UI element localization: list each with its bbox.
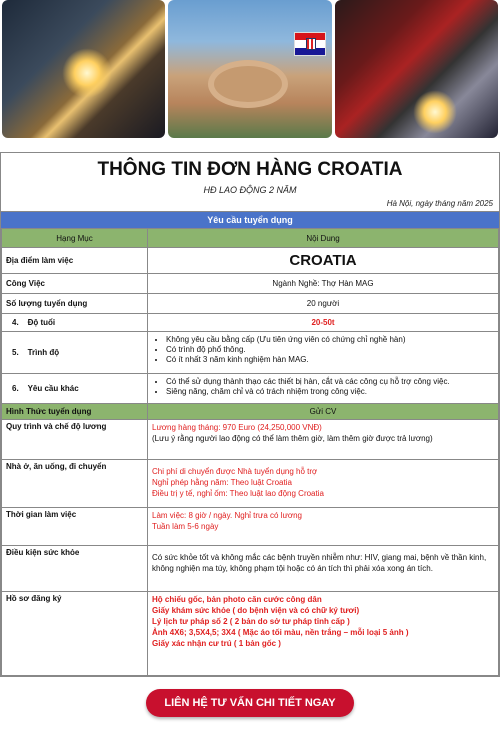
column-header-content: Nội Dung xyxy=(148,229,499,248)
living-cell xyxy=(148,460,499,508)
arena-shape xyxy=(208,60,288,108)
table-row xyxy=(2,460,499,508)
table-row xyxy=(2,508,499,546)
document-item: Lý lịch tư pháp số 2 ( 2 bản do sở tư pháp tỉnh cấp ) xyxy=(152,617,350,626)
document-item: Hộ chiếu gốc, bản photo căn cước công dân xyxy=(152,595,322,604)
contract-subtitle: HĐ LAO ĐỘNG 2 NĂM xyxy=(203,185,297,195)
hours-line: Tuần làm 5-6 ngày xyxy=(152,522,219,531)
table-row xyxy=(2,332,499,374)
other-requirements-cell xyxy=(148,374,499,404)
table-row xyxy=(2,274,499,294)
table-row xyxy=(2,374,499,404)
row-label: Hình Thức tuyển dụng xyxy=(2,404,148,420)
row-label: 6. Yêu cầu khác xyxy=(2,374,148,404)
row-label: Công Việc xyxy=(2,274,148,294)
hours-line: Làm việc: 8 giờ / ngày. Nghỉ trưa có lương xyxy=(152,511,303,520)
job-order-document xyxy=(0,152,500,677)
documents-cell xyxy=(148,592,499,676)
list-item: • Có trình độ phổ thông. xyxy=(166,345,494,354)
row-label: 4. Độ tuổi xyxy=(2,314,148,332)
salary-note: (Lưu ý rằng người lao động có thể làm thêm giờ, làm thêm giờ được trả lương) xyxy=(152,434,433,443)
location-value: CROATIA xyxy=(148,248,499,274)
list-item: • Siêng năng, chăm chỉ và có trách nhiệm trong công việc. xyxy=(166,387,494,396)
age-value: 20-50t xyxy=(148,314,499,332)
welding-machine-photo xyxy=(335,0,498,138)
hours-cell xyxy=(148,508,499,546)
table-row xyxy=(2,546,499,592)
welding-spark xyxy=(413,90,457,134)
welding-photo xyxy=(2,0,165,138)
list-item: • Có ít nhất 3 năm kinh nghiệm hàn MAG. xyxy=(166,355,494,364)
education-list xyxy=(152,335,494,364)
header-photos xyxy=(0,0,500,140)
date-line: Hà Nội, ngày tháng năm 2025 xyxy=(386,199,493,208)
table-row xyxy=(2,248,499,274)
welding-spark xyxy=(62,48,112,98)
list-item: • Không yêu cầu bằng cấp (Ưu tiên ứng viên có chứng chỉ nghề hàn) xyxy=(166,335,494,344)
table-header-row xyxy=(2,229,499,248)
requirements-banner: Yêu cầu tuyển dụng xyxy=(1,211,499,228)
row-label: Thời gian làm việc xyxy=(2,508,148,546)
education-list-cell xyxy=(148,332,499,374)
other-requirements-list xyxy=(152,377,494,396)
row-label: Hồ sơ đăng ký xyxy=(2,592,148,676)
living-line: Nghỉ phép hằng năm: Theo luật Croatia xyxy=(152,478,292,487)
row-label: Điều kiện sức khỏe xyxy=(2,546,148,592)
living-line: Chi phí di chuyển được Nhà tuyển dụng hỗ trợ xyxy=(152,467,318,476)
row-label: Nhà ở, ăn uống, đi chuyển xyxy=(2,460,148,508)
row-label: Số lượng tuyển dụng xyxy=(2,294,148,314)
salary-cell xyxy=(148,420,499,460)
salary-amount: Lương hàng tháng: 970 Euro (24,250,000 VNĐ) xyxy=(152,423,322,432)
column-header-category: Hạng Mục xyxy=(2,229,148,248)
quantity-value: 20 người xyxy=(148,294,499,314)
list-item: • Có thể sử dụng thành thạo các thiết bị hàn, cắt và các công cụ hỗ trợ công việc. xyxy=(166,377,494,386)
row-label: Địa điểm làm việc xyxy=(2,248,148,274)
table-row xyxy=(2,420,499,460)
recruit-form-value: Gửi CV xyxy=(148,404,499,420)
croatia-flag-icon xyxy=(294,32,326,56)
croatia-city-photo xyxy=(168,0,331,138)
requirements-table xyxy=(1,228,499,676)
row-label: Quy trình và chế độ lương xyxy=(2,420,148,460)
document-item: Giấy xác nhận cư trú ( 1 bản gốc ) xyxy=(152,639,281,648)
document-item: Ảnh 4X6; 3,5X4,5; 3X4 ( Mặc áo tối màu, nền trắng – mỗi loại 5 ảnh ) xyxy=(152,628,409,637)
contact-cta-button[interactable]: LIÊN HỆ TƯ VẤN CHI TIẾT NGAY xyxy=(146,689,354,717)
job-value: Ngành Nghề: Thợ Hàn MAG xyxy=(148,274,499,294)
table-row xyxy=(2,592,499,676)
table-row xyxy=(2,314,499,332)
document-item: Giấy khám sức khỏe ( do bệnh viện và có chữ ký tươi) xyxy=(152,606,360,615)
table-row xyxy=(2,404,499,420)
table-row xyxy=(2,294,499,314)
health-value: Có sức khỏe tốt và không mắc các bệnh truyền nhiễm như: HIV, giang mai, bệnh về thần kinh, không nghiện ma túy, không phạm tội hoặc có án tích thì phải xóa xong án tích. xyxy=(148,546,499,592)
page-title: THÔNG TIN ĐƠN HÀNG CROATIA xyxy=(97,159,403,180)
living-line: Điều trị y tế, nghỉ ốm: Theo luật lao động Croatia xyxy=(152,489,324,498)
row-label: 5. Trình độ xyxy=(2,332,148,374)
